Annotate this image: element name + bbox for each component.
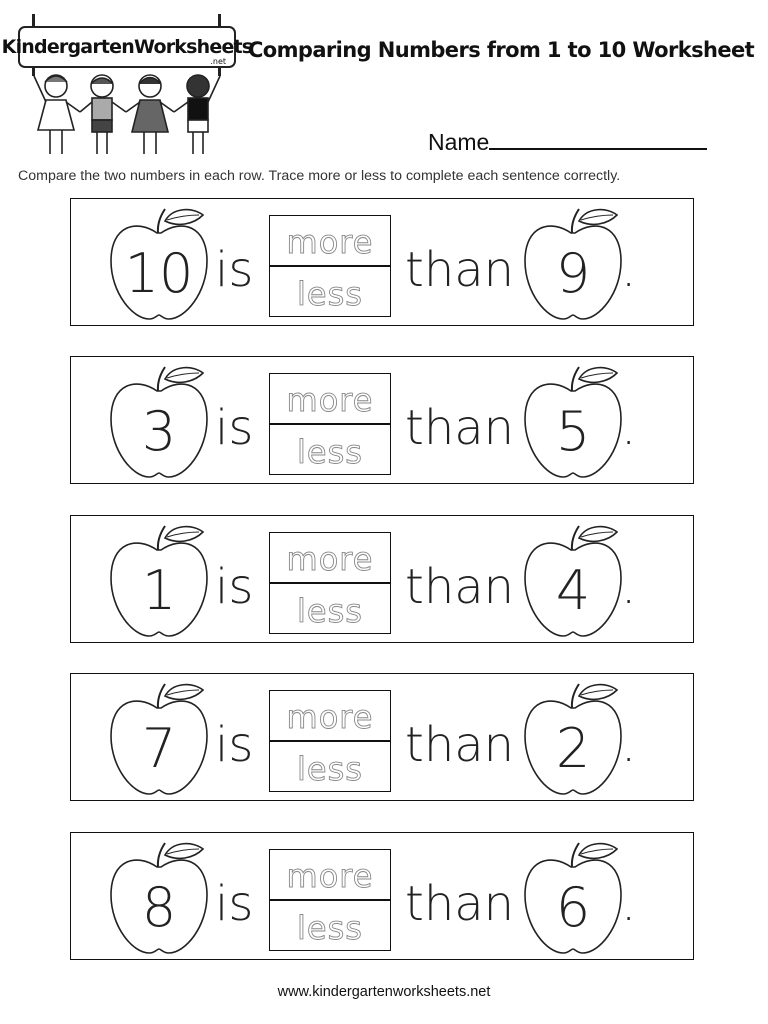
logo-suffix: .net xyxy=(210,57,226,66)
right-apple xyxy=(521,837,625,957)
word-than: than xyxy=(405,717,515,773)
trace-more[interactable]: more xyxy=(286,223,374,261)
right-number: 5 xyxy=(555,400,591,463)
trace-more[interactable]: more xyxy=(286,857,374,895)
comparison-row xyxy=(70,673,694,801)
word-is: is xyxy=(215,559,254,615)
comparison-row xyxy=(70,356,694,484)
more-less-trace-box[interactable] xyxy=(269,532,391,634)
footer-url: www.kindergartenworksheets.net xyxy=(277,984,491,1000)
word-is: is xyxy=(215,242,254,298)
right-apple xyxy=(521,361,625,481)
name-label: Name xyxy=(428,129,490,155)
trace-less[interactable]: less xyxy=(297,750,363,788)
more-less-trace-box[interactable] xyxy=(269,373,391,475)
right-number: 9 xyxy=(555,242,591,305)
trace-more[interactable]: more xyxy=(286,381,374,419)
word-is: is xyxy=(215,400,254,456)
trace-less[interactable]: less xyxy=(297,433,363,471)
logo-sign xyxy=(1,26,253,68)
sentence-period: . xyxy=(621,876,637,932)
worksheet-title: Comparing Numbers from 1 to 10 Worksheet xyxy=(248,38,755,62)
trace-less[interactable]: less xyxy=(297,909,363,947)
left-number: 8 xyxy=(141,876,177,939)
sentence-period: . xyxy=(621,400,637,456)
right-number: 6 xyxy=(555,876,591,939)
left-apple xyxy=(107,361,211,481)
right-number: 4 xyxy=(555,559,591,622)
logo-text: KindergartenWorksheets xyxy=(1,36,253,58)
trace-more[interactable]: more xyxy=(286,540,374,578)
more-less-trace-box[interactable] xyxy=(269,215,391,317)
more-less-trace-box[interactable] xyxy=(269,849,391,951)
trace-less[interactable]: less xyxy=(297,592,363,630)
right-apple xyxy=(521,203,625,323)
kids-holding-sign-icon xyxy=(22,68,234,160)
sentence-period: . xyxy=(621,242,637,298)
right-apple xyxy=(521,678,625,798)
more-less-trace-box[interactable] xyxy=(269,690,391,792)
name-field[interactable] xyxy=(428,128,707,156)
trace-more[interactable]: more xyxy=(286,698,374,736)
site-logo xyxy=(1,8,253,158)
left-apple xyxy=(107,678,211,798)
word-is: is xyxy=(215,876,254,932)
right-number: 2 xyxy=(555,717,591,780)
word-than: than xyxy=(405,559,515,615)
choice-divider xyxy=(269,899,391,901)
sentence-period: . xyxy=(621,717,637,773)
left-number: 1 xyxy=(141,559,177,622)
left-apple xyxy=(107,837,211,957)
right-apple xyxy=(521,520,625,640)
word-than: than xyxy=(405,400,515,456)
comparison-row xyxy=(70,515,694,643)
left-number: 3 xyxy=(141,400,177,463)
word-than: than xyxy=(405,876,515,932)
comparison-row xyxy=(70,832,694,960)
left-apple xyxy=(107,203,211,323)
choice-divider xyxy=(269,740,391,742)
word-than: than xyxy=(405,242,515,298)
left-apple xyxy=(107,520,211,640)
name-blank-line[interactable] xyxy=(489,128,707,150)
trace-less[interactable]: less xyxy=(297,275,363,313)
instructions: Compare the two numbers in each row. Trace more or less to complete each sentence correctly. xyxy=(18,168,621,184)
choice-divider xyxy=(269,423,391,425)
choice-divider xyxy=(269,582,391,584)
sentence-period: . xyxy=(621,559,637,615)
comparison-row xyxy=(70,198,694,326)
word-is: is xyxy=(215,717,254,773)
choice-divider xyxy=(269,265,391,267)
left-number: 7 xyxy=(141,717,177,780)
left-number: 10 xyxy=(124,242,194,305)
